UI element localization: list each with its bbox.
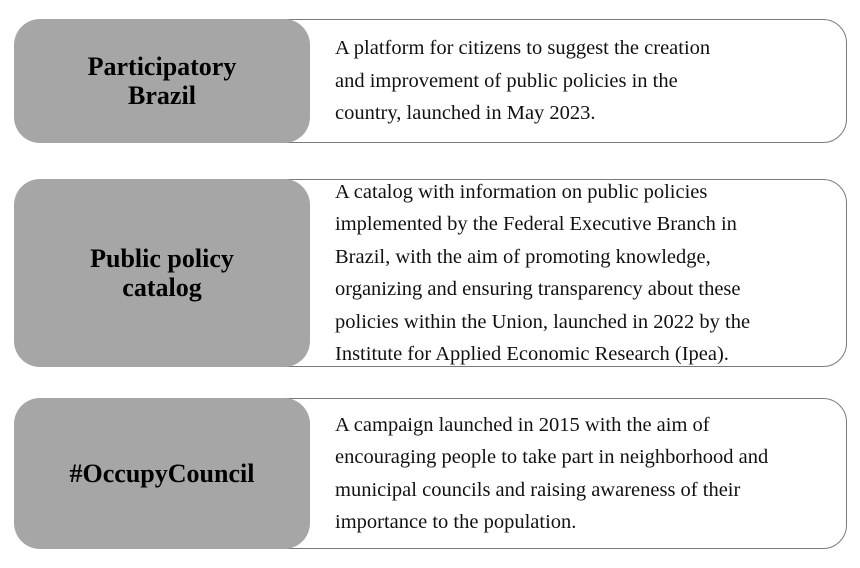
description-line: A platform for citizens to suggest the creation — [335, 37, 711, 60]
description-line: and improvement of public policies in the — [335, 69, 678, 92]
description-line: Institute for Applied Economic Research (Ipea). — [335, 343, 729, 365]
label-box — [14, 398, 310, 549]
description-box — [284, 19, 847, 143]
description-line: implemented by the Federal Executive Branch in — [335, 213, 737, 235]
description-text — [335, 32, 710, 130]
item-occupy-council — [14, 398, 847, 549]
description-box — [284, 179, 847, 367]
label-line: #OccupyCouncil — [69, 459, 255, 488]
label-box — [14, 179, 310, 367]
item-public-policy-catalog — [14, 179, 847, 367]
description-line: A catalog with information on public policies — [335, 180, 708, 203]
label-line: catalog — [122, 273, 202, 302]
item-participatory-brazil — [14, 19, 847, 143]
label-line: Brazil — [128, 81, 196, 110]
description-line: importance to the population. — [335, 511, 577, 533]
description-line: Brazil, with the aim of promoting knowledge, — [335, 245, 711, 268]
description-line: A campaign launched in 2015 with the aim of — [335, 413, 710, 436]
description-line: municipal councils and raising awareness of their — [335, 478, 741, 501]
description-line: country, launched in May 2023. — [335, 102, 596, 125]
description-line: policies within the Union, launched in 2022 by the — [335, 310, 751, 333]
label-line: Public policy — [90, 244, 234, 273]
description-text — [335, 176, 750, 371]
description-line: organizing and ensuring transparency about these — [335, 278, 741, 300]
description-line: encouraging people to take part in neighborhood and — [335, 446, 769, 468]
description-text — [335, 409, 768, 539]
description-box — [284, 398, 847, 549]
label-line: Participatory — [87, 52, 237, 81]
label-box — [14, 19, 310, 143]
